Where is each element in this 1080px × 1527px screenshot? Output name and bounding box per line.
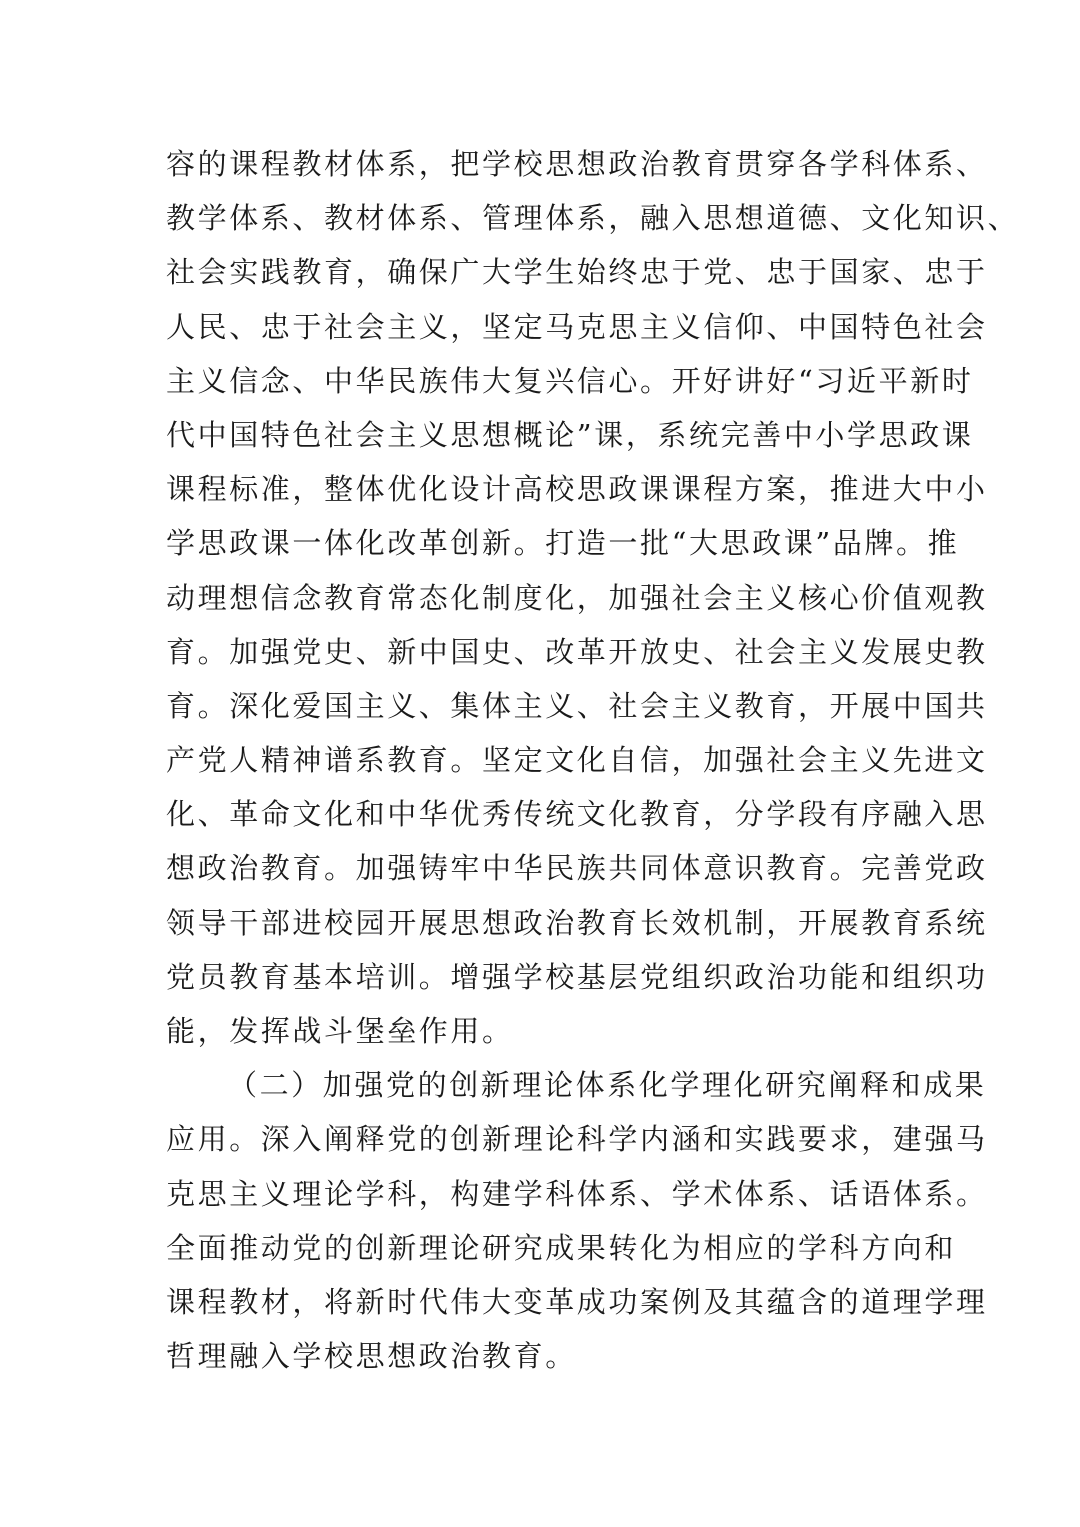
text-line: 育。深化爱国主义、集体主义、社会主义教育，开展中国共 — [166, 688, 988, 723]
text-line: 应用。深入阐释党的创新理论科学内涵和实践要求，建强马 — [166, 1122, 988, 1157]
text-line: 课程教材，将新时代伟大变革成功案例及其蕴含的道理学理 — [166, 1284, 988, 1319]
body-text — [166, 137, 1020, 1383]
text-line: 教学体系、教材体系、管理体系，融入思想道德、文化知识、 — [166, 201, 1020, 236]
text-line: 容的课程教材体系，把学校思想政治教育贯穿各学科体系、 — [166, 147, 988, 181]
section-heading-line: （二）加强党的创新理论体系化学理化研究阐释和成果 — [228, 1068, 987, 1103]
text-line: 代中国特色社会主义思想概论”课，系统完善中小学思政课 — [166, 417, 974, 452]
text-line: 全面推动党的创新理论研究成果转化为相应的学科方向和 — [166, 1230, 957, 1265]
text-line: 哲理融入学校思想政治教育。 — [166, 1339, 577, 1374]
text-line: 课程标准，整体优化设计高校思政课课程方案，推进大中小 — [166, 472, 988, 507]
text-line: 育。加强党史、新中国史、改革开放史、社会主义发展史教 — [166, 634, 988, 669]
text-line: 社会实践教育，确保广大学生始终忠于党、忠于国家、忠于 — [166, 255, 988, 290]
text-line: 主义信念、中华民族伟大复兴信心。开好讲好“习近平新时 — [166, 363, 974, 398]
text-line: 党员教育基本培训。增强学校基层党组织政治功能和组织功 — [166, 959, 988, 994]
text-line: 人民、忠于社会主义，坚定马克思主义信仰、中国特色社会 — [166, 309, 988, 344]
text-line: 能，发挥战斗堡垒作用。 — [166, 1014, 514, 1048]
text-line: 学思政课一体化改革创新。打造一批“大思政课”品牌。推 — [166, 526, 960, 561]
text-line: 化、革命文化和中华优秀传统文化教育，分学段有序融入思 — [166, 797, 988, 832]
text-line: 想政治教育。加强铸牢中华民族共同体意识教育。完善党政 — [166, 851, 988, 886]
text-line: 克思主义理论学科，构建学科体系、学术体系、话语体系。 — [166, 1176, 988, 1211]
text-line: 动理想信念教育常态化制度化，加强社会主义核心价值观教 — [166, 580, 988, 615]
text-line: 领导干部进校园开展思想政治教育长效机制，开展教育系统 — [166, 905, 988, 940]
text-line: 产党人精神谱系教育。坚定文化自信，加强社会主义先进文 — [166, 743, 988, 778]
